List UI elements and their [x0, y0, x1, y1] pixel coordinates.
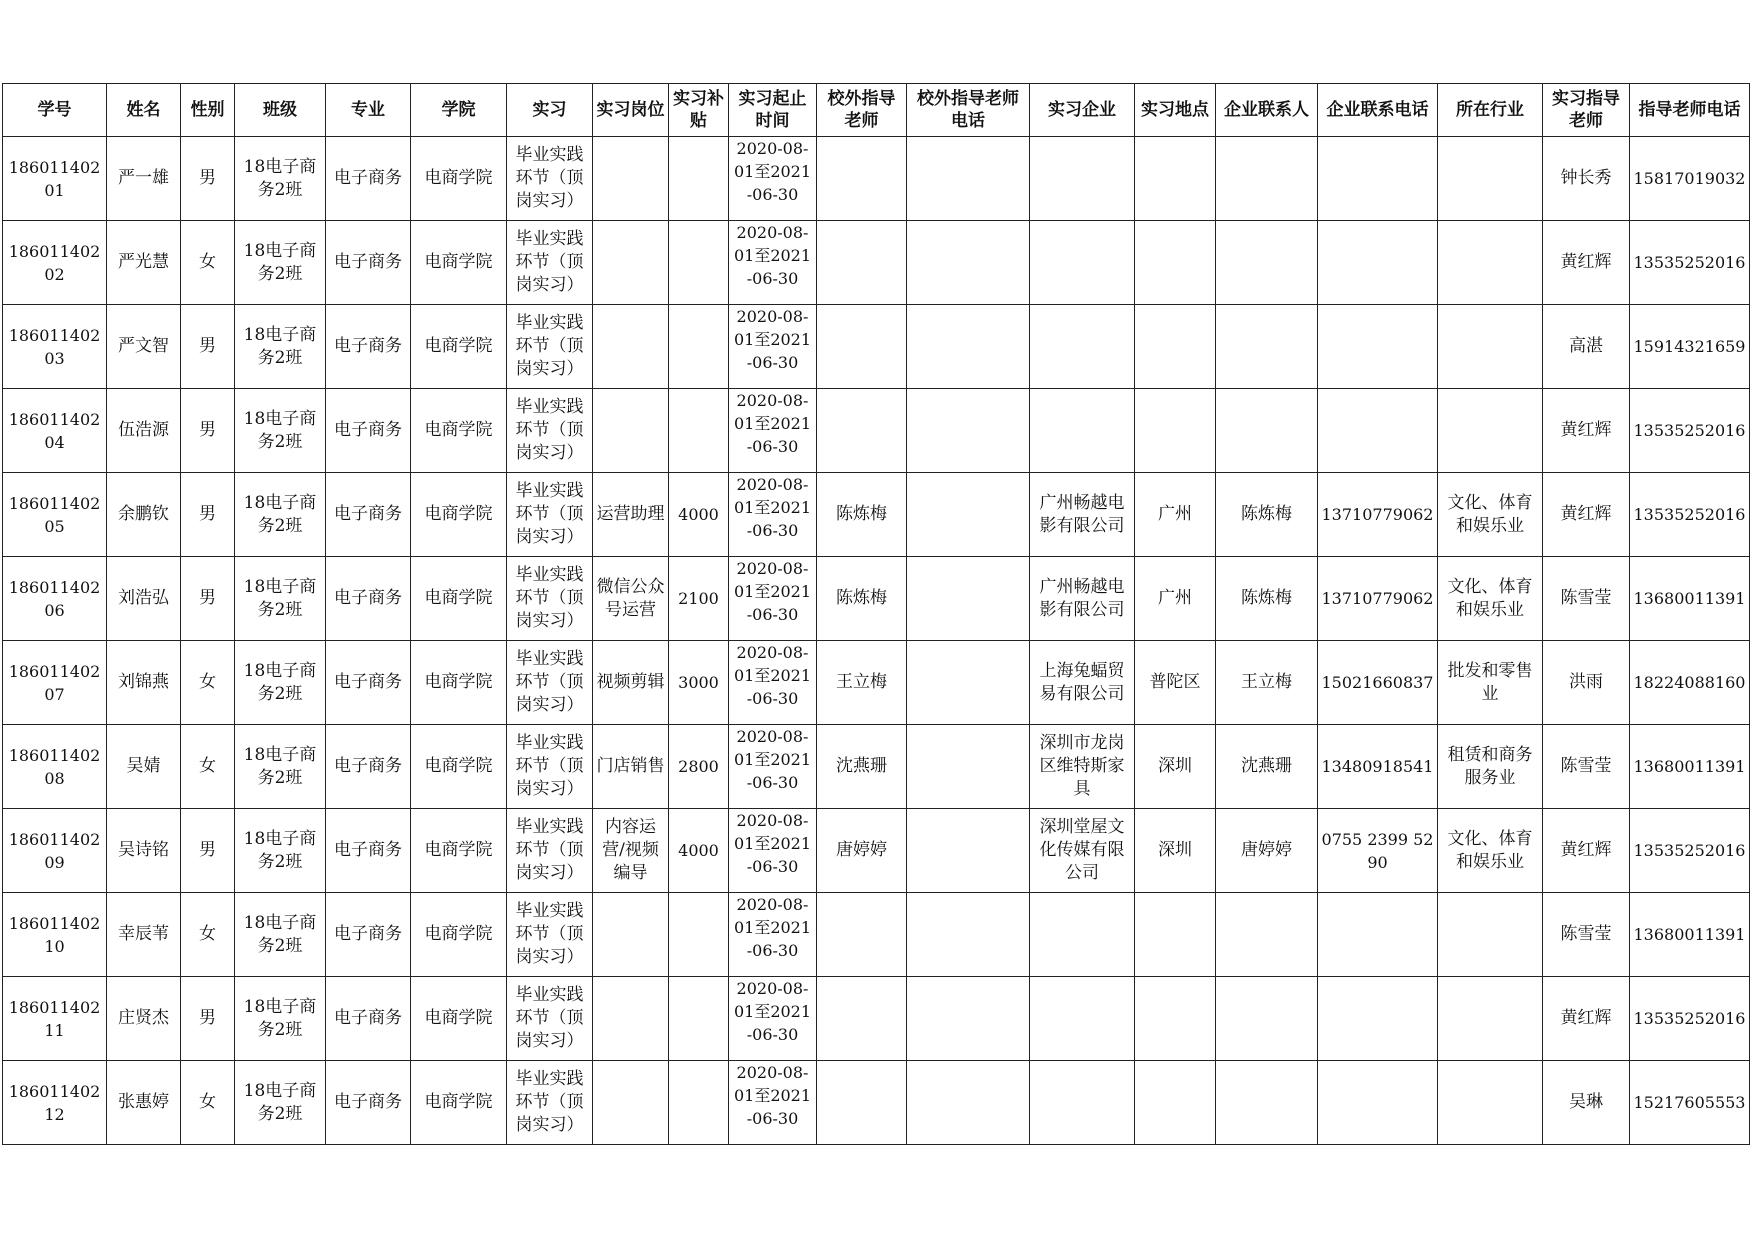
table-row	[3, 473, 1750, 557]
col-contact-header: 企业联系人	[1216, 84, 1318, 137]
table-row	[3, 557, 1750, 641]
name-cell: 伍浩源	[107, 389, 181, 473]
tutor-cell: 黄红辉	[1543, 809, 1630, 893]
company-cell	[1030, 1061, 1135, 1145]
student-id-cell: 18601140203	[3, 305, 107, 389]
name-cell: 刘浩弘	[107, 557, 181, 641]
contact-phone-cell: 13710779062	[1318, 557, 1438, 641]
ext-tutor-cell	[817, 1061, 907, 1145]
period-text: 2020-08-01至2021-06-30	[733, 391, 812, 456]
position-cell: 微信公众号运营	[593, 557, 669, 641]
student-id-cell: 18601140201	[3, 137, 107, 221]
ext-tutor-phone-cell	[907, 893, 1030, 977]
subsidy-cell	[669, 1061, 729, 1145]
internship-cell: 毕业实践环节（顶岗实习）	[507, 221, 593, 305]
tutor-phone-cell: 13680011391	[1630, 725, 1750, 809]
tutor-cell: 陈雪莹	[1543, 557, 1630, 641]
company-cell: 广州畅越电影有限公司	[1030, 473, 1135, 557]
gender-cell: 女	[181, 1061, 235, 1145]
table-row	[3, 137, 1750, 221]
contact-phone-cell	[1318, 1061, 1438, 1145]
contact-cell	[1216, 221, 1318, 305]
col-internship-header: 实习	[507, 84, 593, 137]
major-cell: 电子商务	[326, 1061, 411, 1145]
subsidy-cell	[669, 389, 729, 473]
class-cell: 18电子商务2班	[235, 305, 326, 389]
college-cell: 电商学院	[411, 809, 507, 893]
industry-cell: 租赁和商务服务业	[1438, 725, 1543, 809]
position-cell	[593, 977, 669, 1061]
tutor-cell: 黄红辉	[1543, 221, 1630, 305]
company-cell	[1030, 389, 1135, 473]
location-cell	[1135, 389, 1216, 473]
gender-cell: 男	[181, 977, 235, 1061]
ext-tutor-phone-cell	[907, 977, 1030, 1061]
name-cell: 庄贤杰	[107, 977, 181, 1061]
contact-cell: 陈炼梅	[1216, 557, 1318, 641]
period-cell	[729, 641, 817, 725]
gender-cell: 男	[181, 137, 235, 221]
company-cell: 深圳堂屋文化传媒有限公司	[1030, 809, 1135, 893]
student-id-cell: 18601140212	[3, 1061, 107, 1145]
table-body	[3, 137, 1750, 1145]
ext-tutor-cell	[817, 389, 907, 473]
internship-table	[2, 83, 1750, 1145]
position-cell	[593, 305, 669, 389]
contact-cell: 唐婷婷	[1216, 809, 1318, 893]
contact-cell	[1216, 1061, 1318, 1145]
contact-phone-cell	[1318, 389, 1438, 473]
location-cell: 深圳	[1135, 725, 1216, 809]
period-cell	[729, 221, 817, 305]
tutor-cell: 黄红辉	[1543, 389, 1630, 473]
tutor-phone-cell: 13535252016	[1630, 473, 1750, 557]
company-cell	[1030, 305, 1135, 389]
period-text: 2020-08-01至2021-06-30	[733, 559, 812, 624]
period-cell	[729, 1061, 817, 1145]
tutor-phone-cell: 15217605553	[1630, 1061, 1750, 1145]
company-cell: 上海兔蝠贸易有限公司	[1030, 641, 1135, 725]
tutor-phone-cell: 13535252016	[1630, 977, 1750, 1061]
industry-cell	[1438, 1061, 1543, 1145]
period-cell	[729, 137, 817, 221]
company-cell: 广州畅越电影有限公司	[1030, 557, 1135, 641]
gender-cell: 男	[181, 557, 235, 641]
ext-tutor-cell	[817, 305, 907, 389]
internship-cell: 毕业实践环节（顶岗实习）	[507, 1061, 593, 1145]
internship-cell: 毕业实践环节（顶岗实习）	[507, 137, 593, 221]
contact-phone-cell: 15021660837	[1318, 641, 1438, 725]
col-ext-tutor-phone-header: 校外指导老师电话	[907, 84, 1030, 137]
position-cell	[593, 221, 669, 305]
col-tutor-header: 实习指导老师	[1543, 84, 1630, 137]
ext-tutor-phone-cell	[907, 389, 1030, 473]
company-cell	[1030, 137, 1135, 221]
col-company-header: 实习企业	[1030, 84, 1135, 137]
tutor-phone-cell: 13535252016	[1630, 809, 1750, 893]
col-ext-tutor-header: 校外指导老师	[817, 84, 907, 137]
contact-cell: 王立梅	[1216, 641, 1318, 725]
company-cell	[1030, 977, 1135, 1061]
class-cell: 18电子商务2班	[235, 977, 326, 1061]
contact-phone-cell: 13480918541	[1318, 725, 1438, 809]
major-cell: 电子商务	[326, 977, 411, 1061]
major-cell: 电子商务	[326, 641, 411, 725]
student-id-cell: 18601140202	[3, 221, 107, 305]
class-cell: 18电子商务2班	[235, 137, 326, 221]
industry-cell	[1438, 137, 1543, 221]
industry-cell: 文化、体育和娱乐业	[1438, 809, 1543, 893]
industry-cell	[1438, 389, 1543, 473]
name-cell: 吴婧	[107, 725, 181, 809]
internship-cell: 毕业实践环节（顶岗实习）	[507, 809, 593, 893]
table-row	[3, 1061, 1750, 1145]
subsidy-cell	[669, 893, 729, 977]
contact-phone-cell	[1318, 305, 1438, 389]
student-id-cell: 18601140209	[3, 809, 107, 893]
contact-phone-cell	[1318, 977, 1438, 1061]
internship-cell: 毕业实践环节（顶岗实习）	[507, 389, 593, 473]
college-cell: 电商学院	[411, 1061, 507, 1145]
college-cell: 电商学院	[411, 641, 507, 725]
internship-cell: 毕业实践环节（顶岗实习）	[507, 893, 593, 977]
location-cell: 深圳	[1135, 809, 1216, 893]
name-cell: 幸辰苇	[107, 893, 181, 977]
contact-cell: 沈燕珊	[1216, 725, 1318, 809]
tutor-phone-cell: 13680011391	[1630, 893, 1750, 977]
col-name-header: 姓名	[107, 84, 181, 137]
subsidy-cell	[669, 305, 729, 389]
tutor-phone-cell: 18224088160	[1630, 641, 1750, 725]
ext-tutor-phone-cell	[907, 809, 1030, 893]
ext-tutor-phone-cell	[907, 725, 1030, 809]
class-cell: 18电子商务2班	[235, 893, 326, 977]
table-row	[3, 389, 1750, 473]
subsidy-cell	[669, 137, 729, 221]
contact-cell	[1216, 977, 1318, 1061]
major-cell: 电子商务	[326, 221, 411, 305]
col-position-header: 实习岗位	[593, 84, 669, 137]
location-cell	[1135, 893, 1216, 977]
period-cell	[729, 893, 817, 977]
tutor-cell: 陈雪莹	[1543, 725, 1630, 809]
period-text: 2020-08-01至2021-06-30	[733, 811, 812, 876]
internship-cell: 毕业实践环节（顶岗实习）	[507, 473, 593, 557]
ext-tutor-cell: 陈炼梅	[817, 557, 907, 641]
industry-cell: 文化、体育和娱乐业	[1438, 473, 1543, 557]
major-cell: 电子商务	[326, 809, 411, 893]
internship-cell: 毕业实践环节（顶岗实习）	[507, 641, 593, 725]
col-tutor-phone-header: 指导老师电话	[1630, 84, 1750, 137]
ext-tutor-phone-cell	[907, 473, 1030, 557]
tutor-cell: 钟长秀	[1543, 137, 1630, 221]
student-id-cell: 18601140211	[3, 977, 107, 1061]
ext-tutor-phone-cell	[907, 221, 1030, 305]
subsidy-cell: 2100	[669, 557, 729, 641]
industry-cell	[1438, 221, 1543, 305]
gender-cell: 女	[181, 221, 235, 305]
contact-cell	[1216, 305, 1318, 389]
period-cell	[729, 725, 817, 809]
major-cell: 电子商务	[326, 893, 411, 977]
student-id-cell: 18601140207	[3, 641, 107, 725]
period-text: 2020-08-01至2021-06-30	[733, 223, 812, 288]
ext-tutor-phone-cell	[907, 557, 1030, 641]
period-text: 2020-08-01至2021-06-30	[733, 1063, 812, 1128]
industry-cell	[1438, 305, 1543, 389]
name-cell: 吴诗铭	[107, 809, 181, 893]
class-cell: 18电子商务2班	[235, 473, 326, 557]
period-cell	[729, 809, 817, 893]
tutor-phone-cell: 13535252016	[1630, 221, 1750, 305]
contact-phone-cell: 0755 2399 5290	[1318, 809, 1438, 893]
position-cell: 运营助理	[593, 473, 669, 557]
name-cell: 严一雄	[107, 137, 181, 221]
college-cell: 电商学院	[411, 221, 507, 305]
position-cell	[593, 389, 669, 473]
ext-tutor-phone-cell	[907, 641, 1030, 725]
internship-sheet	[2, 83, 1750, 1145]
subsidy-cell: 2800	[669, 725, 729, 809]
location-cell: 广州	[1135, 473, 1216, 557]
location-cell	[1135, 977, 1216, 1061]
contact-cell	[1216, 389, 1318, 473]
industry-cell: 批发和零售业	[1438, 641, 1543, 725]
college-cell: 电商学院	[411, 473, 507, 557]
header-row	[3, 84, 1750, 137]
college-cell: 电商学院	[411, 305, 507, 389]
gender-cell: 女	[181, 725, 235, 809]
tutor-cell: 高湛	[1543, 305, 1630, 389]
tutor-cell: 吴琳	[1543, 1061, 1630, 1145]
tutor-phone-cell: 13535252016	[1630, 389, 1750, 473]
college-cell: 电商学院	[411, 725, 507, 809]
ext-tutor-cell	[817, 137, 907, 221]
gender-cell: 男	[181, 389, 235, 473]
tutor-cell: 黄红辉	[1543, 473, 1630, 557]
col-industry-header: 所在行业	[1438, 84, 1543, 137]
gender-cell: 男	[181, 473, 235, 557]
contact-phone-cell: 13710779062	[1318, 473, 1438, 557]
name-cell: 严光慧	[107, 221, 181, 305]
position-cell	[593, 137, 669, 221]
col-contact-phone-header: 企业联系电话	[1318, 84, 1438, 137]
table-row	[3, 809, 1750, 893]
col-subsidy-header: 实习补贴	[669, 84, 729, 137]
subsidy-cell	[669, 977, 729, 1061]
industry-cell	[1438, 893, 1543, 977]
location-cell	[1135, 221, 1216, 305]
position-cell: 内容运营/视频编导	[593, 809, 669, 893]
class-cell: 18电子商务2班	[235, 1061, 326, 1145]
period-cell	[729, 305, 817, 389]
subsidy-cell: 4000	[669, 809, 729, 893]
contact-phone-cell	[1318, 221, 1438, 305]
table-row	[3, 893, 1750, 977]
contact-phone-cell	[1318, 137, 1438, 221]
tutor-phone-cell: 13680011391	[1630, 557, 1750, 641]
table-row	[3, 725, 1750, 809]
company-cell: 深圳市龙岗区维特斯家具	[1030, 725, 1135, 809]
table-row	[3, 977, 1750, 1061]
period-text: 2020-08-01至2021-06-30	[733, 895, 812, 960]
tutor-phone-cell: 15914321659	[1630, 305, 1750, 389]
position-cell: 视频剪辑	[593, 641, 669, 725]
student-id-cell: 18601140210	[3, 893, 107, 977]
period-cell	[729, 977, 817, 1061]
internship-cell: 毕业实践环节（顶岗实习）	[507, 725, 593, 809]
location-cell: 广州	[1135, 557, 1216, 641]
col-college-header: 学院	[411, 84, 507, 137]
major-cell: 电子商务	[326, 557, 411, 641]
period-text: 2020-08-01至2021-06-30	[733, 307, 812, 372]
college-cell: 电商学院	[411, 389, 507, 473]
period-text: 2020-08-01至2021-06-30	[733, 727, 812, 792]
internship-cell: 毕业实践环节（顶岗实习）	[507, 557, 593, 641]
tutor-cell: 陈雪莹	[1543, 893, 1630, 977]
position-cell: 门店销售	[593, 725, 669, 809]
col-location-header: 实习地点	[1135, 84, 1216, 137]
period-text: 2020-08-01至2021-06-30	[733, 643, 812, 708]
location-cell	[1135, 137, 1216, 221]
class-cell: 18电子商务2班	[235, 557, 326, 641]
period-text: 2020-08-01至2021-06-30	[733, 475, 812, 540]
table-row	[3, 221, 1750, 305]
col-student-id-header: 学号	[3, 84, 107, 137]
location-cell	[1135, 1061, 1216, 1145]
gender-cell: 男	[181, 809, 235, 893]
col-period-header: 实习起止时间	[729, 84, 817, 137]
position-cell	[593, 1061, 669, 1145]
college-cell: 电商学院	[411, 137, 507, 221]
class-cell: 18电子商务2班	[235, 725, 326, 809]
internship-cell: 毕业实践环节（顶岗实习）	[507, 305, 593, 389]
tutor-cell: 洪雨	[1543, 641, 1630, 725]
gender-cell: 女	[181, 893, 235, 977]
internship-cell: 毕业实践环节（顶岗实习）	[507, 977, 593, 1061]
major-cell: 电子商务	[326, 473, 411, 557]
student-id-cell: 18601140208	[3, 725, 107, 809]
company-cell	[1030, 893, 1135, 977]
ext-tutor-cell: 唐婷婷	[817, 809, 907, 893]
location-cell	[1135, 305, 1216, 389]
class-cell: 18电子商务2班	[235, 221, 326, 305]
ext-tutor-cell: 王立梅	[817, 641, 907, 725]
contact-cell	[1216, 893, 1318, 977]
period-cell	[729, 557, 817, 641]
major-cell: 电子商务	[326, 137, 411, 221]
contact-cell: 陈炼梅	[1216, 473, 1318, 557]
subsidy-cell	[669, 221, 729, 305]
name-cell: 刘锦燕	[107, 641, 181, 725]
major-cell: 电子商务	[326, 389, 411, 473]
tutor-cell: 黄红辉	[1543, 977, 1630, 1061]
student-id-cell: 18601140206	[3, 557, 107, 641]
period-text: 2020-08-01至2021-06-30	[733, 979, 812, 1044]
contact-cell	[1216, 137, 1318, 221]
student-id-cell: 18601140205	[3, 473, 107, 557]
ext-tutor-cell	[817, 893, 907, 977]
contact-phone-cell	[1318, 893, 1438, 977]
ext-tutor-phone-cell	[907, 305, 1030, 389]
industry-cell	[1438, 977, 1543, 1061]
ext-tutor-cell: 陈炼梅	[817, 473, 907, 557]
company-cell	[1030, 221, 1135, 305]
class-cell: 18电子商务2班	[235, 389, 326, 473]
class-cell: 18电子商务2班	[235, 809, 326, 893]
col-class-header: 班级	[235, 84, 326, 137]
major-cell: 电子商务	[326, 305, 411, 389]
subsidy-cell: 3000	[669, 641, 729, 725]
tutor-phone-cell: 15817019032	[1630, 137, 1750, 221]
ext-tutor-phone-cell	[907, 1061, 1030, 1145]
class-cell: 18电子商务2班	[235, 641, 326, 725]
name-cell: 余鹏钦	[107, 473, 181, 557]
college-cell: 电商学院	[411, 557, 507, 641]
college-cell: 电商学院	[411, 893, 507, 977]
ext-tutor-cell: 沈燕珊	[817, 725, 907, 809]
table-row	[3, 641, 1750, 725]
college-cell: 电商学院	[411, 977, 507, 1061]
name-cell: 严文智	[107, 305, 181, 389]
col-major-header: 专业	[326, 84, 411, 137]
major-cell: 电子商务	[326, 725, 411, 809]
subsidy-cell: 4000	[669, 473, 729, 557]
name-cell: 张惠婷	[107, 1061, 181, 1145]
gender-cell: 女	[181, 641, 235, 725]
gender-cell: 男	[181, 305, 235, 389]
table-row	[3, 305, 1750, 389]
industry-cell: 文化、体育和娱乐业	[1438, 557, 1543, 641]
location-cell: 普陀区	[1135, 641, 1216, 725]
period-cell	[729, 473, 817, 557]
student-id-cell: 18601140204	[3, 389, 107, 473]
period-cell	[729, 389, 817, 473]
col-gender-header: 性别	[181, 84, 235, 137]
ext-tutor-cell	[817, 977, 907, 1061]
ext-tutor-cell	[817, 221, 907, 305]
position-cell	[593, 893, 669, 977]
ext-tutor-phone-cell	[907, 137, 1030, 221]
period-text: 2020-08-01至2021-06-30	[733, 139, 812, 204]
